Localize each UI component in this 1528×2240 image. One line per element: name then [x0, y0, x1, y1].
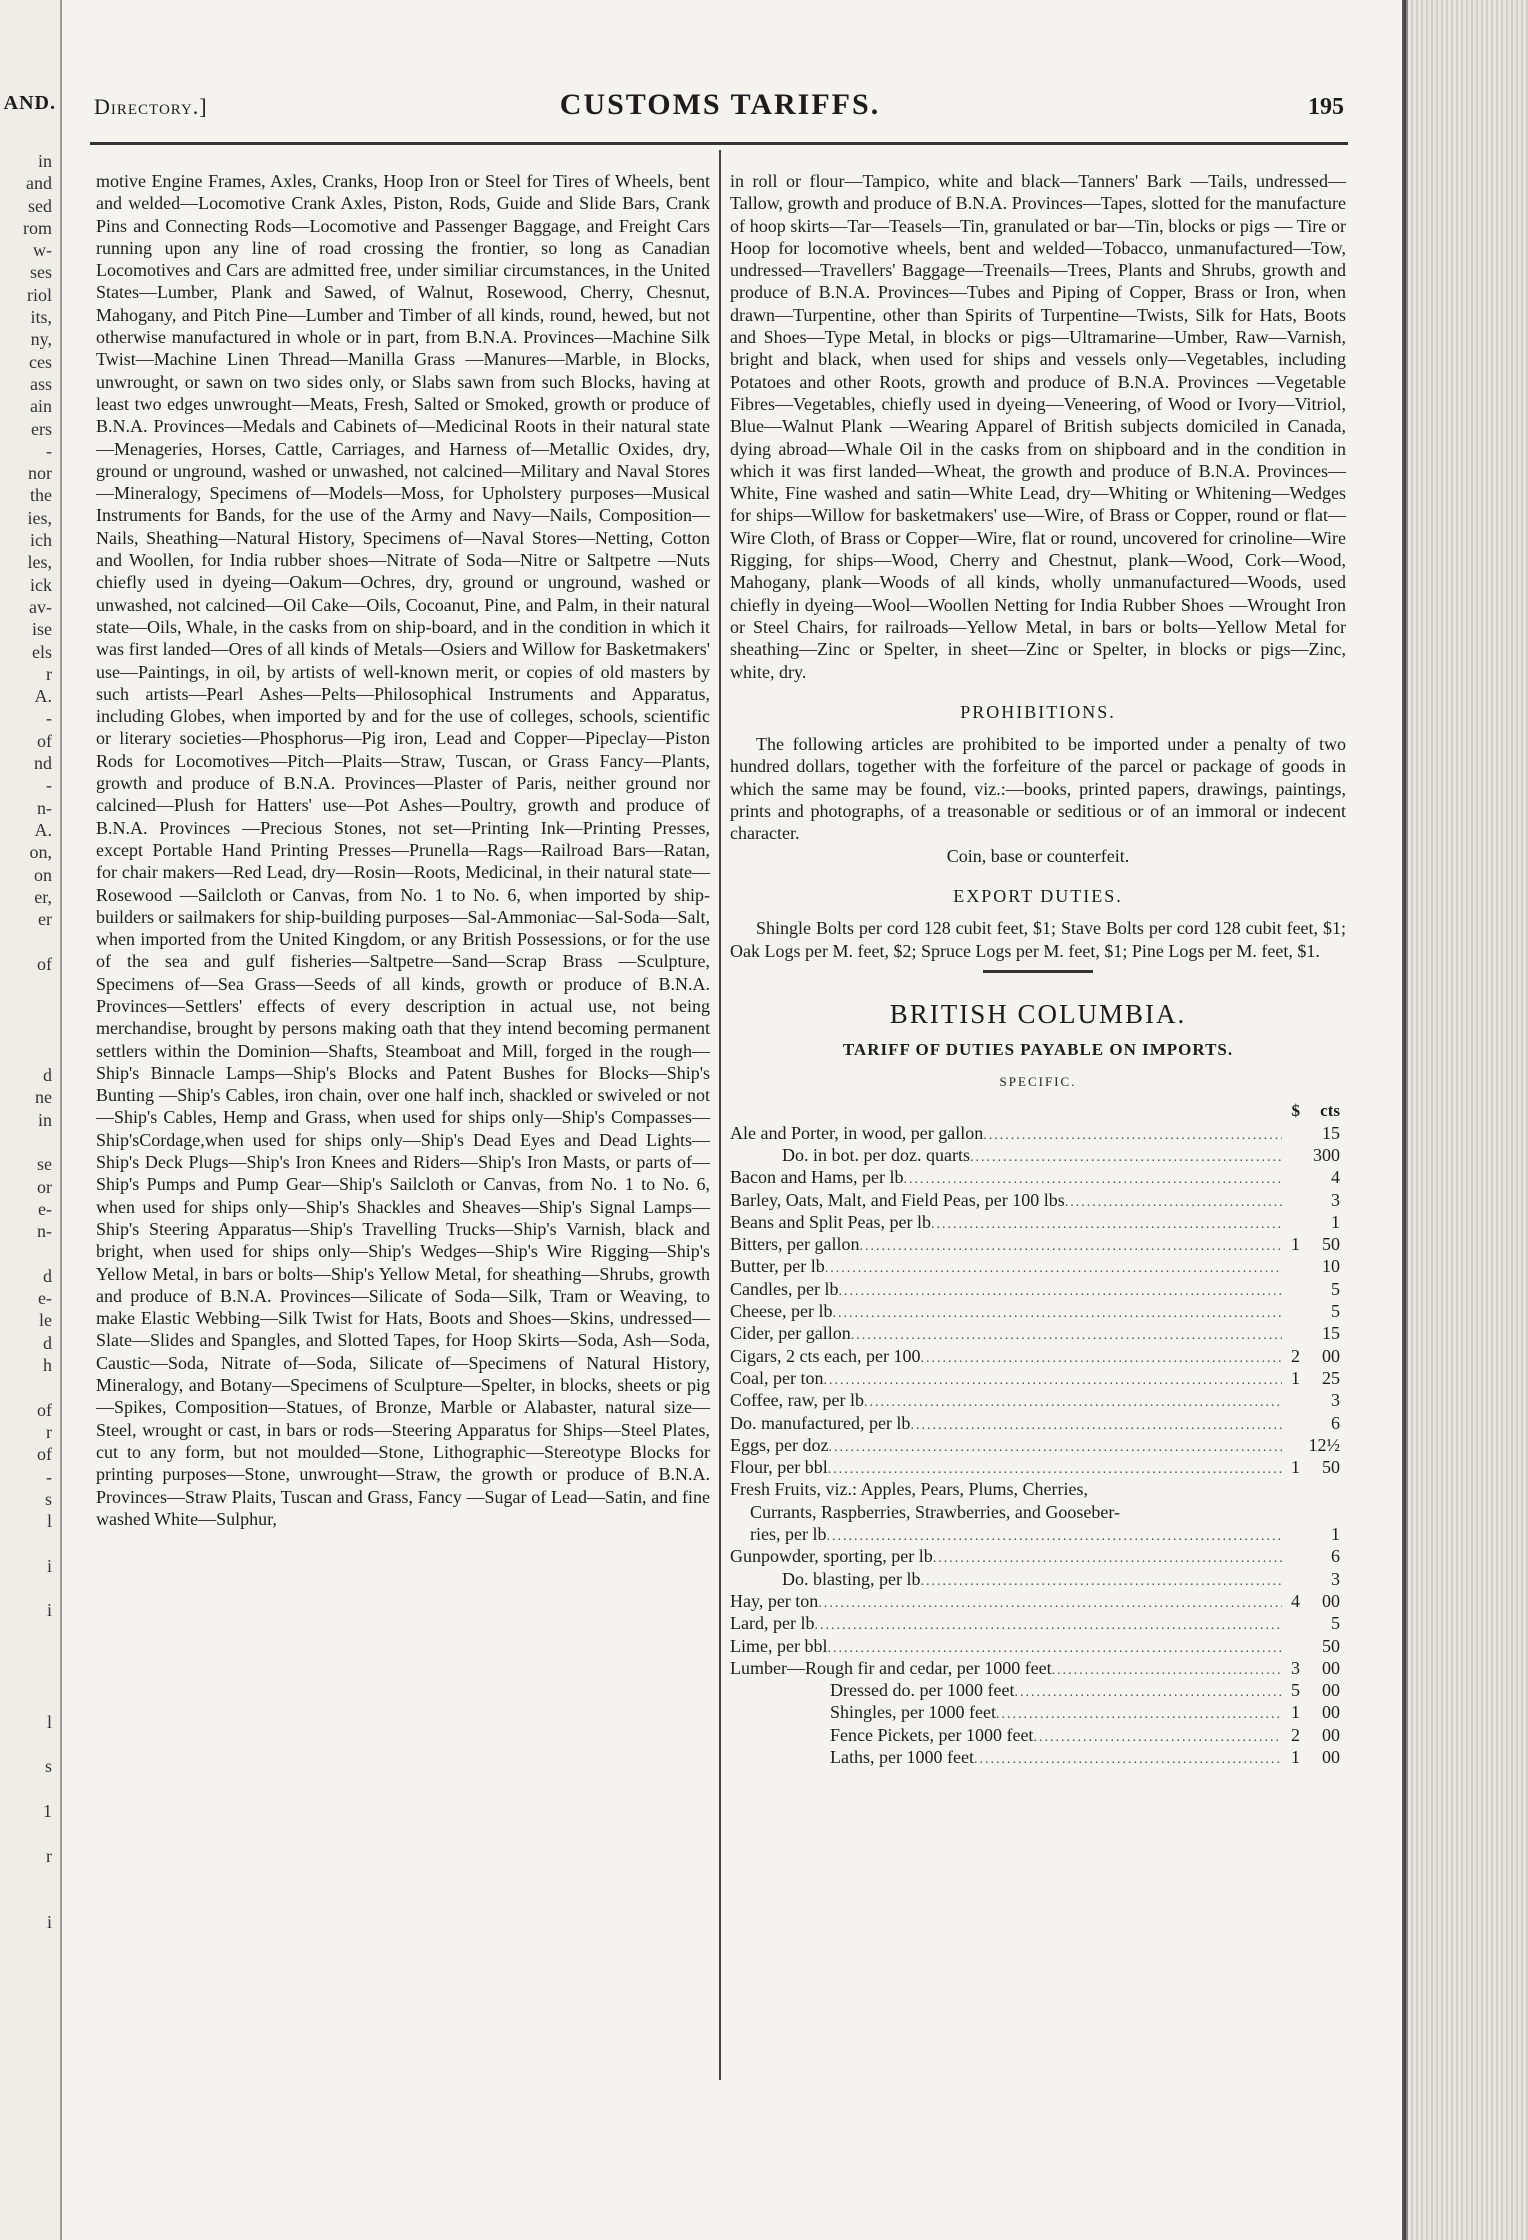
tariff-item-label: Cigars, 2 cts each, per 100 — [730, 1345, 921, 1366]
leader-dots — [828, 1459, 1282, 1478]
tariff-item-label: Fence Pickets, per 1000 feet — [830, 1724, 1034, 1745]
leader-dots — [970, 1147, 1282, 1166]
tariff-cents: 3 — [1331, 1189, 1340, 1210]
tariff-row — [730, 1367, 1346, 1389]
leader-dots — [838, 1281, 1282, 1300]
tariff-cents: 1 — [1331, 1524, 1340, 1545]
previous-page-fragment: ick — [30, 574, 52, 595]
page-stack-edge — [1406, 0, 1528, 2240]
previous-page-fragment: ass — [30, 373, 52, 394]
tariff-table-continued — [730, 1545, 1346, 1768]
previous-page-fragment: r — [46, 663, 52, 684]
previous-page-fragment: riol — [27, 284, 52, 305]
tariff-row — [730, 1211, 1346, 1233]
tariff-cents: 15 — [1322, 1122, 1340, 1143]
tariff-item-label: Lumber—Rough fir and cedar, per 1000 feet — [730, 1657, 1052, 1678]
previous-page-fragment: of — [37, 953, 52, 974]
tariff-cents: 00 — [1322, 1590, 1340, 1611]
prohibitions-heading: PROHIBITIONS. — [960, 701, 1116, 722]
tariff-cents: 00 — [1322, 1680, 1340, 1701]
british-columbia-title: BRITISH COLUMBIA. — [889, 998, 1187, 1029]
tariff-cents: 50 — [1322, 1234, 1340, 1255]
previous-page-fragment: n- — [37, 797, 52, 818]
tariff-subtitle: TARIFF OF DUTIES PAYABLE ON IMPORTS. — [842, 1040, 1234, 1060]
tariff-cents: 1 — [1331, 1211, 1340, 1232]
tariff-row — [730, 1724, 1346, 1746]
tariff-item-label: Shingles, per 1000 feet — [830, 1702, 996, 1723]
tariff-item-label: Ale and Porter, in wood, per gallon — [730, 1122, 984, 1143]
previous-page-fragment: s — [44, 1488, 52, 1509]
tariff-cents: 10 — [1322, 1256, 1340, 1277]
tariff-row — [730, 1345, 1346, 1367]
previous-page-fragment: er — [38, 909, 52, 930]
previous-page-fragment — [0, 1889, 52, 1911]
tariff-row — [730, 1478, 1346, 1500]
previous-page-fragment: of — [37, 1399, 52, 1420]
tariff-cents: 00 — [1322, 1702, 1340, 1723]
previous-page-fragment — [0, 1644, 52, 1666]
previous-page-fragment — [0, 1376, 52, 1398]
tariff-item-label: Gunpowder, sporting, per lb — [730, 1546, 933, 1567]
previous-page-fragment: le — [39, 1310, 52, 1331]
header-rule — [90, 142, 1348, 145]
previous-page-fragment: - — [46, 708, 52, 729]
tariff-cents: 15 — [1322, 1323, 1340, 1344]
previous-page-fragment: ces — [29, 351, 52, 372]
previous-page-fragment: in — [37, 1109, 52, 1130]
tariff-cents: 300 — [1313, 1144, 1340, 1165]
leader-dots — [1065, 1192, 1282, 1211]
leader-dots — [933, 1548, 1282, 1567]
previous-page-fragment: d — [43, 1065, 52, 1086]
tariff-table — [730, 1122, 1346, 1479]
previous-page-fragment: of — [37, 730, 52, 751]
previous-page-fragment — [0, 1020, 52, 1042]
previous-page-fragment: of — [37, 1444, 52, 1465]
tariff-item-label: Dressed do. per 1000 feet — [830, 1680, 1015, 1701]
previous-page-fragment — [0, 1733, 52, 1755]
tariff-cents: 00 — [1322, 1747, 1340, 1767]
previous-page-fragment: er, — [34, 886, 52, 907]
previous-page-fragment: rom — [23, 217, 52, 238]
tariff-item-label: Beans and Split Peas, per lb — [730, 1211, 931, 1232]
tariff-item-label: Lime, per bbl — [730, 1635, 828, 1656]
previous-page-fragment — [0, 1666, 52, 1688]
running-head-section: Directory.] — [94, 94, 208, 119]
previous-page-fragment — [0, 930, 52, 952]
previous-page-fragment: les, — [27, 552, 52, 573]
previous-page-fragment — [0, 1622, 52, 1644]
previous-page-fragment — [0, 1867, 52, 1889]
previous-page-fragment: - — [46, 1466, 52, 1487]
leader-dots — [974, 1749, 1282, 1768]
tariff-row — [730, 1144, 1346, 1166]
previous-page-fragment — [0, 975, 52, 997]
tariff-item-label: ries, per lb — [750, 1524, 827, 1545]
previous-page-fragment: r — [46, 1421, 52, 1442]
tariff-row — [730, 1389, 1346, 1411]
leader-dots — [1014, 1682, 1282, 1701]
tariff-column-headers — [730, 1100, 1346, 1122]
previous-page-text-fragments — [0, 150, 52, 1978]
tariff-item-label: Bitters, per gallon — [730, 1234, 860, 1255]
previous-page-fragment: i — [46, 1555, 52, 1576]
tariff-row — [730, 1412, 1346, 1434]
tariff-item-label: Fresh Fruits, viz.: Apples, Pears, Plums, Cherries, — [730, 1479, 1088, 1500]
previous-page-fragment: - — [46, 440, 52, 461]
tariff-row — [730, 1233, 1346, 1255]
leader-dots — [827, 1638, 1282, 1657]
tariff-dollars: 2 — [1291, 1345, 1300, 1366]
prohibitions-text: The following articles are prohibited to be imported under a penalty of two hundred dollars, together with the forfeiture of the parcel or package of goods in which the same may be found, viz.:—books, printed papers, drawings, paintings, prints and photographs, of a treasonable or seditious or of an immoral or indecent character. — [730, 734, 1346, 844]
previous-page-fragment: els — [32, 641, 52, 662]
tariff-dollars: 2 — [1291, 1724, 1300, 1745]
leader-dots — [859, 1236, 1282, 1255]
tariff-row — [730, 1278, 1346, 1300]
tariff-dollars: 1 — [1291, 1702, 1300, 1723]
previous-page-fragment: ich — [30, 530, 52, 551]
tariff-cents: 5 — [1331, 1301, 1340, 1322]
previous-page-fragment: h — [43, 1355, 52, 1376]
tariff-cents: 00 — [1322, 1724, 1340, 1745]
previous-page-fragment: ies, — [27, 507, 52, 528]
specific-label: SPECIFIC. — [999, 1074, 1077, 1090]
leader-dots — [920, 1348, 1282, 1367]
previous-page-fragment: A. — [34, 686, 52, 707]
previous-page-fragment — [0, 1131, 52, 1153]
previous-page-fragment: on — [34, 864, 52, 885]
previous-page-fragment — [0, 1532, 52, 1554]
tariff-row — [730, 1679, 1346, 1701]
leader-dots — [828, 1437, 1282, 1456]
previous-page-fragment: s — [44, 1756, 52, 1777]
tariff-row — [730, 1434, 1346, 1456]
tariff-item-label: Hay, per ton — [730, 1590, 819, 1611]
column-divider — [719, 150, 721, 2080]
previous-page-fragment: A. — [34, 819, 52, 840]
export-duties-text: Shingle Bolts per cord 128 cubit feet, $1; Stave Bolts per cord 128 cubit feet, $1; Oak Logs per M. feet, $2; Spruce Logs per M. feet, $1; Pine Logs per M. feet, $1. — [730, 918, 1346, 961]
previous-page-fragment: e- — [38, 1198, 52, 1219]
previous-page-fragment: n- — [37, 1221, 52, 1242]
tariff-cents: 5 — [1331, 1278, 1340, 1299]
tariff-row — [730, 1590, 1346, 1612]
tariff-row — [730, 1255, 1346, 1277]
free-goods-list-continued: motive Engine Frames, Axles, Cranks, Hoop Iron or Steel for Tires of Wheels, bent and welded—Locomotive Crank Axles, Piston, Rods, Guide and Slide Bars, Crank Pins and Connecting Rods—Locomotive and Passenger Baggage, and Freight Cars running upon any line of road crossing the frontier, so long as Canadian Locomotives and Cars are admitted free, under similiar circumstances, in the United States—Lumber, Plank and Sawed, of Walnut, Rosewood, Cherry, Chesnut, Mahogany, and Pitch Pine—Lumber and Timber of all kinds, round, hewed, but not otherwise manufactured in whole or in part, from B.N.A. Provinces—Machine Silk Twist—Machine Linen Thread—Manilla Grass —Manures—Marble, in Blocks, unwrought, or sawn on two sides only, or Slabs sawn from such Blocks, having at least two edges unwrought—Meats, Fresh, Salted or Smoked, growth or produce of B.N.A. Provinces—Medals and Cabinets of—Medicinal Roots in their natural state—Menageries, Horses, Cattle, Carriages, and Harness of—Metallic Oxides, dry, ground or unground, washed or unwashed, not calcined—Military and Naval Stores—Mineralogy, Specimens of—Models—Moss, for Upholstery purposes—Musical Instruments for Bands, for the use of the Army and Navy—Nails, Composition—Nails, Sheathing—Natural History, Specimens of—Naval Stores—Netting, Cotton and Woollen, for India rubber shoes—Nitrate of Soda—Nitre or Saltpetre —Nuts chiefly used in dyeing—Oakum—Ochres, dry, ground or unground, washed or unwashed, not calcined—Oil Cake—Oils, Cocoanut, Pine, and Palm, in their natural state—Oils, Whale, in the casks from on ship-board, and in the condition in which it was first landed—Ores of all kinds of Metals—Osiers and Willow for Basketmakers' use—Paintings, in oil, by artists of well-known merit, or copies of old masters by such artists—Pearl Ashes—Pelts—Philosophical Instruments and Apparatus, including Globes, when imported by and for the use of colleges, schools, scientific or literary societies—Phosphorus—Pig iron, Lead and Copper—Pipeclay—Piston Rods for Locomotives—Pitch—Plaits—Straw, Tuscan, or Grass Fancy—Plants, growth and produce of B.N.A. Provinces—Plaster of Paris, neither ground nor calcined—Plush for Hatters' use—Pot Ashes—Poultry, growth and produce of B.N.A. Provinces —Precious Stones, not set—Printing Ink—Printing Presses, except Portable Hand Printing Presses—Prunella—Rags—Railroad Bars—Ratan, for chair makers—Red Lead, dry—Rosin—Roots, Medicinal, in their natural state—Rosewood —Sailcloth or Canvas, from No. 1 to No. 6, when imported by ship-builders or sailmakers for ship-building purposes—Sal-Ammoniac—Sal-Soda—Salt, when imported from the United Kingdom, or any British Possessions, or for the use of the sea and gulf fisheries—Saltpetre—Sand—Scrap Brass —Sculpture, Specimens of—Sea Grass—Seeds of all kinds, growth or produce of B.N.A. Provinces—Settlers' effects of every description in actual use, not being merchandise, brought by persons making oath that they intend becoming permanent settlers within the Dominion—Shafts, Steamboat and Mill, forged in the rough—Ship's Binnacle Lamps—Ship's Blocks and Patent Bushes for Blocks—Ship's Bunting —Ship's Cables, iron chain, over one half inch, shackled or swiveled or not—Ship's Cables, Hemp and Grass, when used for ships only—Ship's Compasses—Ship'sCordage,when used for ships only—Ship's Dead Eyes and Dead Lights—Ship's Deck Plugs—Ship's Iron Knees and Riders—Ship's Iron Masts, or parts of—Ship's Pumps and Pump Gear—Ship's Sailcloth or Canvas, from No. 1 to No. 6, when used for ships only—Ship's Shackles and Sheaves—Ship's Signal Lamps—Ship's Steering Apparatus—Ship's Travelling Trucks—Ship's Varnish, black and bright, when used for ships only—Ship's Wedges—Ship's Wire Rigging—Ship's Yellow Metal, in bars or bolts—Ship's Yellow Metal, for sheathing—Shrubs, growth and produce of B.N.A. Provinces—Silicate of Soda—Silk, Tram or Weaving, to make Elastic Webbing—Silk Twist for Hats, Boots and Shoes—Skins, undressed—Slate—Slides and Spangles, and Slotted Tapes, for Hoop Skirts—Soda, Ash—Soda, Caustic—Soda, Nitrate of—Soda, Silicate of—Specimens of Natural History, Mineralogy, and Botany—Specimens of Sculpture—Spelter, in blocks, sheets or pig—Spikes, Composition—Statues, of Bronze, Marble or Alabaster, natural size—Steel, wrought or cast, in bars or rods—Steering Apparatus for Ships—Steel Plates, cut to any form, but not moulded—Stone, Lithographic—Stereotype Blocks for printing purposes—Stone, unwrought—Straw, the growth or produce of B.N.A. Provinces—Straw Plaits, Tuscan and Grass, Fancy —Sugar of Lead—Satin, and fine washed White—Sulphur, — [96, 171, 710, 1529]
tariff-item-label: Cider, per gallon — [730, 1323, 851, 1344]
previous-page-fragment: i — [46, 1600, 52, 1621]
leader-dots — [910, 1415, 1282, 1434]
tariff-dollars: 5 — [1291, 1680, 1300, 1701]
tariff-cents: 6 — [1331, 1546, 1340, 1567]
tariff-cents: 12½ — [1308, 1434, 1340, 1455]
leader-dots — [832, 1303, 1282, 1322]
tariff-cents: 3 — [1331, 1568, 1340, 1589]
previous-page-fragment: w- — [33, 240, 52, 261]
prohibitions-last-line: Coin, base or counterfeit. — [946, 845, 1130, 866]
export-duties-heading: EXPORT DUTIES. — [953, 885, 1123, 906]
previous-page-fragment: or — [37, 1176, 52, 1197]
tariff-dollars: 1 — [1291, 1457, 1300, 1478]
previous-page-fragment: l — [46, 1711, 52, 1732]
running-head-title: CUSTOMS TARIFFS. — [559, 88, 881, 121]
tariff-item-label: Do. in bot. per doz. quarts — [782, 1144, 970, 1165]
previous-page-fragment: ain — [30, 396, 52, 417]
leader-dots — [1033, 1727, 1282, 1746]
tariff-item-label: Cheese, per lb — [730, 1301, 833, 1322]
tariff-dollars: 3 — [1291, 1657, 1300, 1678]
tariff-row — [730, 1122, 1346, 1144]
previous-page-fragment: d — [43, 1265, 52, 1286]
leader-dots — [818, 1593, 1282, 1612]
tariff-item-label: Coffee, raw, per lb — [730, 1390, 864, 1411]
tariff-item-label: Coal, per ton — [730, 1367, 824, 1388]
tariff-dollars: 1 — [1291, 1234, 1300, 1255]
tariff-row — [730, 1523, 1346, 1545]
previous-page-fragment: - — [46, 775, 52, 796]
leader-dots — [920, 1571, 1282, 1590]
tariff-dollars: 1 — [1291, 1747, 1300, 1767]
previous-page-fragment: 1 — [43, 1800, 52, 1821]
tariff-row — [730, 1701, 1346, 1723]
tariff-item-label: Bacon and Hams, per lb — [730, 1167, 904, 1188]
previous-page-fragment: nd — [34, 753, 52, 774]
tariff-item-label: Do. manufactured, per lb — [730, 1412, 911, 1433]
leader-dots — [931, 1214, 1282, 1233]
leader-dots — [826, 1526, 1282, 1545]
tariff-row — [730, 1545, 1346, 1567]
previous-page-fragment: ses — [30, 262, 52, 283]
leader-dots — [825, 1258, 1282, 1277]
free-goods-list-end: in roll or flour—Tampico, white and black—Tanners' Bark —Tails, undressed—Tallow, growth and produce of B.N.A. Provinces—Tapes, slotted for the manufacture of hoop skirts—Tar—Teasels—Tin, granulated or bar—Tin, blocks or pigs — Tire or Hoop for locomotive wheels, bent and welded—Tobacco, unmanufactured—Tow, undressed—Travellers' Baggage—Treenails—Trees, Plants and Shrubs, growth and produce of B.N.A. Provinces—Tubes and Piping of Copper, Brass or Iron, when drawn—Turpentine, other than Spirits of Turpentine—Twists, Silk for Hats, Boots and Shoes—Type Metal, in blocks or pigs—Ultramarine—Umber, Raw—Varnish, bright and black, when used for ships and vessels only—Vegetables, including Potatoes and other Roots, growth and produce of B.N.A. Provinces —Vegetable Fibres—Vegetables, chiefly used in dyeing—Veneering, of Wood or Ivory—Vitriol, Blue—Walnut Plank —Wearing Apparel of British subjects domiciled in Canada, dying abroad—Whale Oil in the casks from on shipboard and in the condition in which it was first landed—Wheat, the growth and produce of B.N.A. Provinces—White, Fine washed and satin—White Lead, dry—Whiting or Whitening—Wedges for ships—Willow for basketmakers' use—Wire, of Brass or Copper, round or flat—Wire Cloth, of Brass or Copper—Wire, flat or round, uncovered for crinoline—Wire Rigging, for ships—Wood, Cherry and Chestnut, plank—Wood, Cork—Wood, Mahogany, plank—Woods of all kinds, wholly unmanufactured—Woods, used chiefly in dyeing—Wool—Woollen Netting for India Rubber Shoes —Wrought Iron or Steel Chairs, for railroads—Yellow Metal, in bars or bolts—Yellow Metal for sheathing—Zinc or Spelter, in sheet—Zinc or Spelter, in blocks or pigs—Zinc, white, dry. — [730, 171, 1346, 682]
tariff-item-label: Eggs, per doz — [730, 1434, 829, 1455]
tariff-cents: 00 — [1322, 1657, 1340, 1678]
tariff-row — [730, 1501, 1346, 1523]
previous-page-fragment: i — [46, 1912, 52, 1933]
cents-header: cts — [1320, 1100, 1340, 1120]
tariff-item-label: Barley, Oats, Malt, and Field Peas, per 100 lbs — [730, 1189, 1065, 1210]
tariff-row — [730, 1166, 1346, 1188]
previous-page-fragment: its, — [30, 307, 52, 328]
right-column — [730, 170, 1346, 1768]
tariff-cents: 00 — [1322, 1345, 1340, 1366]
leader-dots — [903, 1169, 1282, 1188]
tariff-cents: 4 — [1331, 1167, 1340, 1188]
previous-page-fragment: av- — [29, 596, 52, 617]
tariff-item-label: Currants, Raspberries, Strawberries, and Gooseber- — [750, 1501, 1121, 1522]
tariff-row — [730, 1456, 1346, 1478]
leader-dots — [983, 1125, 1282, 1144]
tariff-item-label: Butter, per lb — [730, 1256, 825, 1277]
previous-page-fragment — [0, 1822, 52, 1844]
tariff-row — [730, 1746, 1346, 1768]
previous-page-fragment: ers — [31, 418, 52, 439]
previous-page-fragment: se — [37, 1154, 52, 1175]
previous-page-fragment: ny, — [30, 329, 52, 350]
tariff-item-label: Flour, per bbl — [730, 1457, 828, 1478]
tariff-row — [730, 1189, 1346, 1211]
tariff-cents: 6 — [1331, 1412, 1340, 1433]
previous-page-fragment: nor — [28, 463, 52, 484]
page-number: 195 — [1308, 94, 1344, 120]
leader-dots — [864, 1392, 1282, 1411]
previous-page-fragment — [0, 1934, 52, 1956]
tariff-row — [730, 1568, 1346, 1590]
previous-page-fragment — [0, 997, 52, 1019]
tariff-cents: 25 — [1322, 1367, 1340, 1388]
previous-page-fragment: and — [26, 173, 52, 194]
previous-page-fragment — [0, 1956, 52, 1978]
previous-page-fragment: in — [37, 151, 52, 171]
tariff-item-label: Candles, per lb — [730, 1278, 839, 1299]
previous-page-fragment: sed — [28, 195, 52, 216]
previous-page-fragment — [0, 1243, 52, 1265]
tariff-row — [730, 1635, 1346, 1657]
previous-page-fragment: ise — [32, 619, 52, 640]
tariff-row — [730, 1322, 1346, 1344]
leader-dots — [1052, 1660, 1282, 1679]
previous-page-fragment — [0, 1688, 52, 1710]
previous-page-fragment: l — [46, 1511, 52, 1532]
previous-page-fragment — [0, 1042, 52, 1064]
previous-page-fragment: the — [30, 485, 52, 506]
previous-page-fragment — [0, 1778, 52, 1800]
running-head — [90, 88, 1350, 128]
tariff-item-label: Do. blasting, per lb — [782, 1568, 921, 1589]
leader-dots — [996, 1704, 1282, 1723]
section-divider — [983, 970, 1093, 973]
tariff-row — [730, 1612, 1346, 1634]
tariff-item-label: Lard, per lb — [730, 1613, 815, 1634]
tariff-cents: 50 — [1322, 1635, 1340, 1656]
tariff-cents: 50 — [1322, 1457, 1340, 1478]
tariff-cents: 3 — [1331, 1390, 1340, 1411]
tariff-dollars: 4 — [1291, 1590, 1300, 1611]
dollars-header: $ — [1291, 1100, 1300, 1120]
tariff-row — [730, 1300, 1346, 1322]
leader-dots — [823, 1370, 1282, 1389]
previous-page-head-fragment: AND. — [3, 92, 56, 114]
previous-page-fragment: r — [46, 1845, 52, 1866]
leader-dots — [814, 1615, 1282, 1634]
previous-page-fragment: d — [43, 1332, 52, 1353]
tariff-cents: 5 — [1331, 1613, 1340, 1634]
tariff-row — [730, 1657, 1346, 1679]
previous-page-fragment — [0, 1577, 52, 1599]
previous-page-fragment: on, — [29, 842, 52, 863]
previous-page-fragment: ne — [35, 1087, 52, 1108]
left-column — [96, 170, 710, 1530]
leader-dots — [851, 1325, 1282, 1344]
tariff-item-label: Laths, per 1000 feet — [830, 1747, 974, 1767]
previous-page-fragment: e- — [38, 1288, 52, 1309]
tariff-dollars: 1 — [1291, 1367, 1300, 1388]
